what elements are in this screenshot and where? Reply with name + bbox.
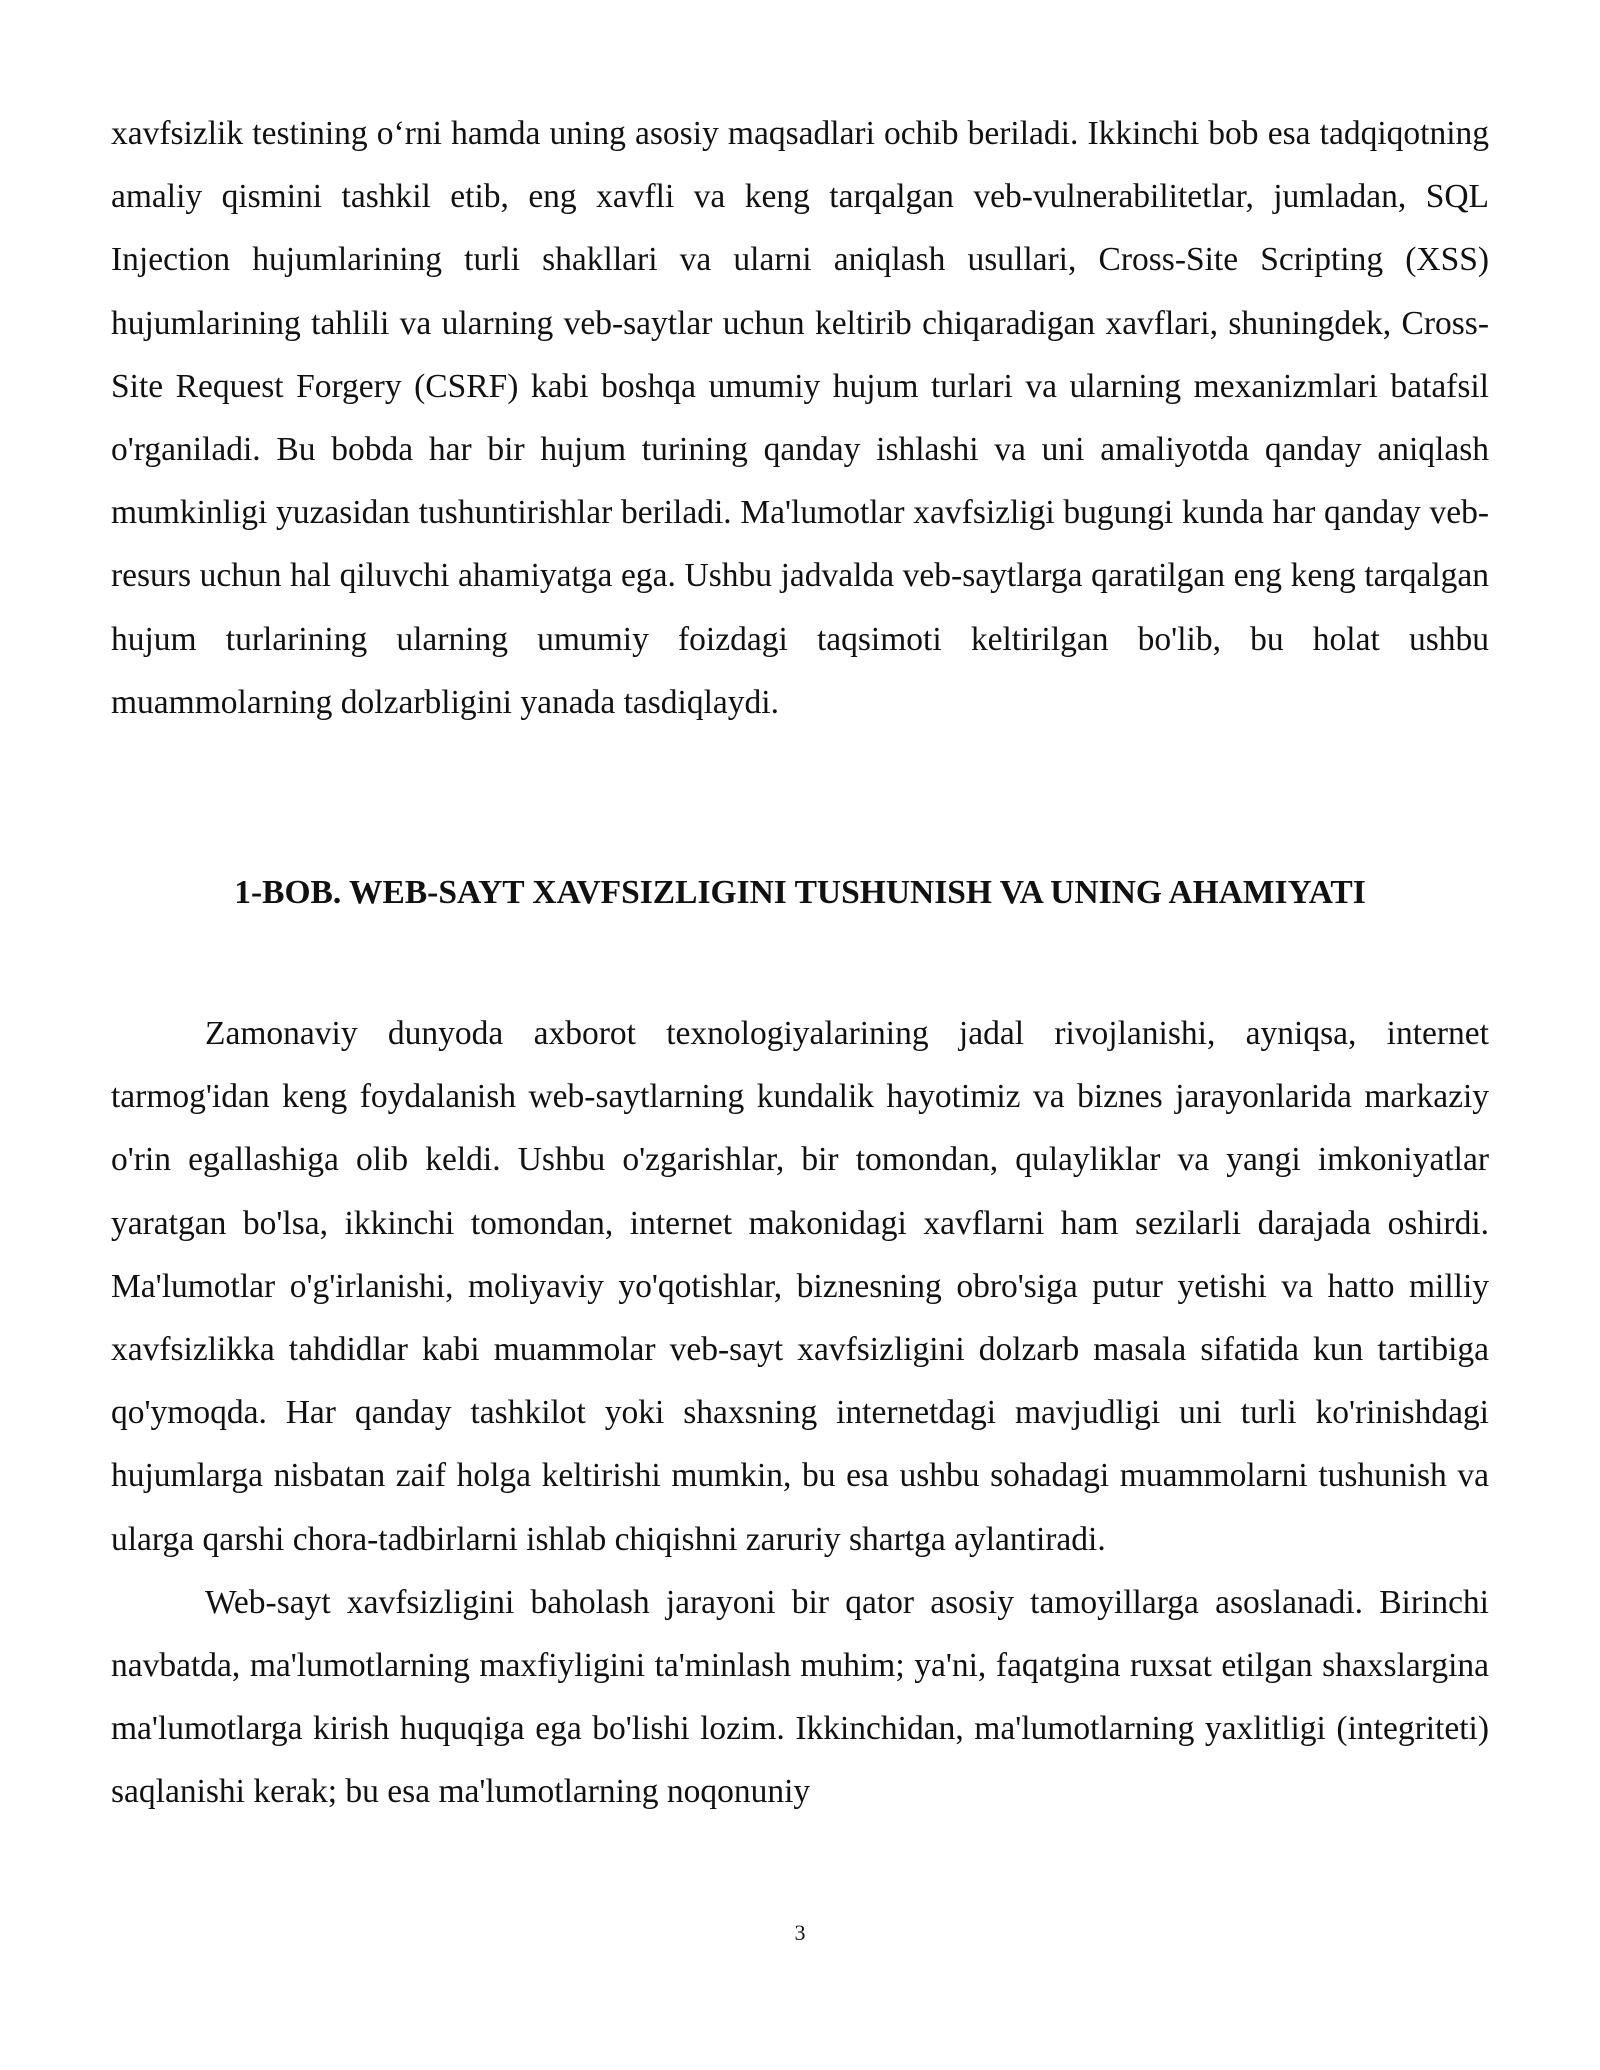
chapter-heading: 1-BOB. WEB-SAYT XAVFSIZLIGINI TUSHUNISH VA UNING AHAMIYATI [234,874,1366,911]
body-paragraph-1: Zamonaviy dunyoda axborot texnologiyalarining jadal rivojlanishi, ayniqsa, internet tarmog'idan keng foydalanish web-saytlarning kundalik hayotimiz va biznes jarayonlarida markaziy o'rin egallashiga olib keldi. Ushbu o'zgarishlar, bir tomondan, qulayliklar va yangi imkoniyatlar yaratgan bo'lsa, ikkinchi tomondan, internet makonidagi xavflarni ham sezilarli darajada oshirdi. Ma'lumotlar o'g'irlanishi, moliyaviy yo'qotishlar, biznesning obro'siga putur yetishi va hatto milliy xavfsizlikka tahdidlar kabi muammolar veb-sayt xavfsizligini dolzarb masala sifatida kun tartibiga qo'ymoqda. Har qanday tashkilot yoki shaxsning internetdagi mavjudligi uni turli ko'rinishdagi hujumlarga nisbatan zaif holga keltirishi mumkin, bu esa ushbu sohadagi muammolarni tushunish va ularga qarshi chora-tadbirlarni ishlab chiqishni zaruriy shartga aylantiradi. [111,1015,1489,1558]
page-number: 3 [794,1920,806,1945]
body-paragraph-2: Web-sayt xavfsizligini baholash jarayoni bir qator asosiy tamoyillarga asoslanadi. Birinchi navbatda, ma'lumotlarning maxfiyligini ta'minlash muhim; ya'ni, faqatgina ruxsat etilgan shaxslargina ma'lumotlarga kirish huquqiga ega bo'lishi lozim. Ikkinchidan, ma'lumotlarning yaxlitligi (integriteti) saqlanishi kerak; bu esa ma'lumotlarning noqonuniy [111,1583,1489,1811]
chapter-body [111,1002,1489,1824]
paragraph-continuation: xavfsizlik testining o‘rni hamda uning asosiy maqsadlari ochib beriladi. Ikkinchi bob esa tadqiqotning amaliy qismini tashkil etib, eng xavfli va keng tarqalgan veb-vulnerabilitetlar, jumladan, SQL Injection hujumlarining turli shakllari va ularni aniqlash usullari, Cross-Site Scripting (XSS) hujumlarining tahlili va ularning veb-saytlar uchun keltirib chiqaradigan xavflari, shuningdek, Cross-Site Request Forgery (CSRF) kabi boshqa umumiy hujum turlari va ularning mexanizmlari batafsil o'rganiladi. Bu bobda har bir hujum turining qanday ishlashi va uni amaliyotda qanday aniqlash mumkinligi yuzasidan tushuntirishlar beriladi. Ma'lumotlar xavfsizligi bugungi kunda har qanday veb-resurs uchun hal qiluvchi ahamiyatga ega. Ushbu jadvalda veb-saytlarga qaratilgan eng keng tarqalgan hujum turlarining ularning umumiy foizdagi taqsimoti keltirilgan bo'lib, bu holat ushbu muammolarning dolzarbligini yanada tasdiqlaydi. [111,115,1489,721]
